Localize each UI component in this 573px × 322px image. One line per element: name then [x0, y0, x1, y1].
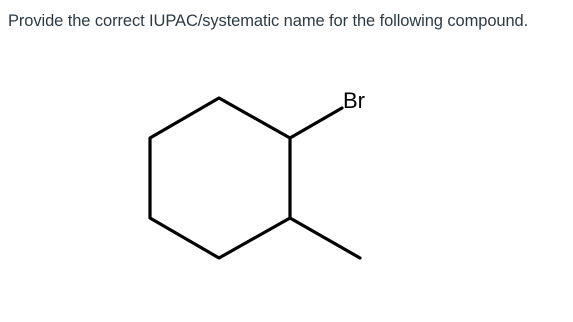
- bromine-label: Br: [343, 88, 365, 113]
- methyl-bond: [290, 218, 360, 258]
- question-prompt: Provide the correct IUPAC/systematic name for the following compound.: [8, 12, 529, 30]
- cyclohexane-ring: [150, 98, 290, 258]
- bond-to-bromine: [290, 108, 342, 138]
